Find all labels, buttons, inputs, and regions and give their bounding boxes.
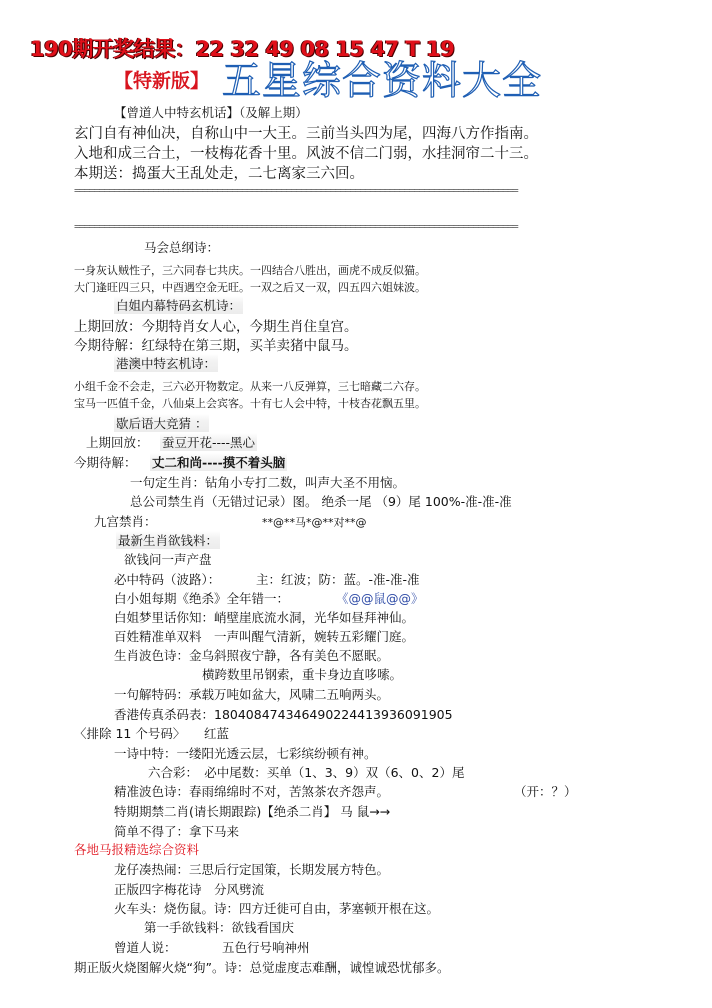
baixiaojie-value: 《@@鼠@@》 <box>336 591 424 606</box>
mahui-title: 马会总纲诗： <box>144 240 220 255</box>
baijie-prev: 上期回放：今期特肖女人心，今期生肖住皇宫。 <box>74 319 358 335</box>
zengdao-label: 曾道人说： <box>114 940 177 955</box>
kai-note: （开：？） <box>514 784 577 799</box>
baijie-now: 今期待解：红绿特在第三期，买羊卖猪中鼠马。 <box>74 338 358 354</box>
huoshao-line: 期正版火烧图解火烧“狗”。诗：总觉虚度志难酬，诚惶诚恐忧郁多。 <box>74 960 450 975</box>
xianggang-line: 香港传真杀码表：18040847434649022441393609190​5 <box>114 707 453 722</box>
shengxiao-bo-line-1: 生肖波色诗：金乌斜照夜宁静，各有美色不愿眠。 <box>114 648 390 663</box>
mahui-line-1: 一身灰认贼性子，三六同春七共庆。一四结合八胜出，画虎不成反似猫。 <box>74 264 426 277</box>
yuqian-line: 欲钱问一声产盘 <box>124 552 212 567</box>
baijie-meng-line: 白姐梦里话你知：峭壁崖底流水洞，光华如昼拜神仙。 <box>114 610 415 625</box>
bizhong-label: 必中特码（波路）： <box>114 572 221 587</box>
jiugong-label: 九宫禁肖： <box>94 514 157 529</box>
xiehouyu-title: 歇后语大竞猜 ： <box>116 416 208 431</box>
yijujie-line: 一句解特码：承载万吨如盆大，风啸二五响两头。 <box>114 687 390 702</box>
baixing-line: 百姓精准单双料 一声叫醒气清新，婉转五彩耀门庭。 <box>114 629 415 644</box>
paichu-value: 红蓝 <box>204 726 230 741</box>
mahui-line-2: 大门逢旺四三只，中酉遇空金无旺。一双之后又一双，四五四六姐妹波。 <box>74 281 426 294</box>
xiehouyu-prev-value: 蚕豆开花----黑心 <box>162 435 256 450</box>
jiugong-value: **@**马*@**对**@ <box>262 516 367 529</box>
divider-bottom: ========================================================================================== <box>74 220 518 230</box>
zonggongsi-line: 总公司禁生肖（无错过记录）图。 绝杀一尾 （9）尾 100%-准-准-准 <box>130 494 512 509</box>
teqi-line: 特期期禁二肖(请长期跟踪)【绝杀二肖】 马 鼠→→ <box>114 804 391 819</box>
gangao-title: 港澳中特玄机诗： <box>116 356 217 371</box>
baijie-title: 白姐内幕特码玄机诗： <box>116 298 242 313</box>
intro-line-1: 玄门自有神仙决，自称山中一大王。三前当头四为尾，四海八方作指南。 <box>74 126 538 142</box>
shengxiao-bo-line-2: 横跨数里吊钢索，重卡身边直哆嗦。 <box>202 667 403 682</box>
yishi-line: 一诗中特：一缕阳光透云层，七彩缤纷顿有神。 <box>114 746 377 761</box>
dingsheng-line: 一句定生肖：钻角小专打二数，叫声大圣不用恼。 <box>130 475 406 490</box>
bizhong-value: 主：红波；防：蓝。-准-准-准 <box>256 572 420 587</box>
divider-top: ========================================================================================== <box>74 184 518 194</box>
huoche-line: 火车头：烧伤鼠。诗：四方迁徙可自由，茅塞顿开根在这。 <box>114 901 440 916</box>
intro-line-2: 入地和成三合土，一枝梅花香十里。风波不信二门弱，水挂洞帘二十三。 <box>74 146 538 162</box>
baixiaojie-line: 白小姐每期《绝杀》全年错一： <box>114 591 290 606</box>
xiehouyu-now-value: 丈二和尚----摸不着头脑 <box>152 455 286 470</box>
jingzhun-bo-line: 精准波色诗：春雨绵绵时不对，苦煞茶农齐怨声。 <box>114 784 390 799</box>
xiehouyu-now-label: 今期待解： <box>74 455 137 470</box>
diyishou-line: 第一手欲钱料：欲钱看国庆 <box>144 920 295 935</box>
zhengban-line: 正版四字梅花诗 分风劈流 <box>114 882 265 897</box>
intro-line-3: 本期送：捣蛋大王乱处走，二七离家三六回。 <box>74 166 364 182</box>
zuixin-title: 最新生肖欲钱料： <box>118 533 219 548</box>
draw-result-banner: 190期开奖结果：22 32 49 08 15 47 T 19 <box>30 37 455 61</box>
gedi-title: 各地马报精选综合资料 <box>74 842 200 857</box>
longzai-line: 龙仔凑热闹：三思后行定国策，长期发展方特色。 <box>114 862 390 877</box>
edition-label: 【特新版】 <box>114 70 210 92</box>
page-title: 五星综合资料大全 <box>222 59 543 104</box>
gangao-line-1: 小组千金不会走，三六必开物数定。从来一八反弹算，三七暗藏二六存。 <box>74 380 426 393</box>
liuhecai-line: 六合彩： 必中尾数：买单（1、3、9）双（6、0、2）尾 <box>148 765 465 780</box>
zengdao-value: 五色行号响神州 <box>222 940 310 955</box>
gangao-line-2: 宝马一匹值千金，八仙桌上会宾客。十有七人会中特，十枝杏花飘五里。 <box>74 397 426 410</box>
intro-heading: 【曾道人中特玄机话】（及解上期） <box>114 105 308 120</box>
xiehouyu-prev-label: 上期回放： <box>86 435 149 450</box>
paichu-label: 〈排除 11 个号码〉 <box>74 726 186 741</box>
jiandan-line: 简单不得了：拿下马来 <box>114 824 240 839</box>
